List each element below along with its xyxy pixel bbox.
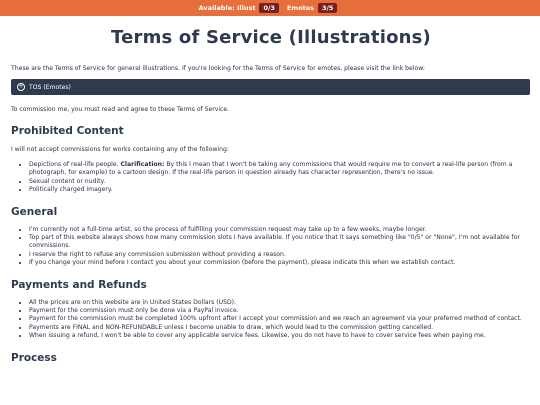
tos-emotes-label: TOS (Emotes) <box>29 83 71 91</box>
prohibited-list <box>11 161 531 195</box>
section-heading-process: Process <box>11 351 57 364</box>
page-title: Terms of Service (Illustrations) <box>111 27 431 48</box>
list-item: • Top part of this website always shows how many commission slots I have available. If you notice that it says something like "0/5" or "None", I'm not available for commissions. <box>29 234 531 251</box>
general-list <box>11 226 531 268</box>
section-heading-general: General <box>11 205 58 218</box>
emotes-slot-count: 3/5 <box>318 3 337 13</box>
list-item: • All the prices are on this website are in United States Dollars (USD). <box>29 299 531 307</box>
list-item: • Payment for the commission must only be done via a PayPal invoice. <box>29 307 531 315</box>
plus-circle-icon: + <box>18 83 24 90</box>
availability-bar <box>0 0 540 16</box>
prohibited-lead: I will not accept commissions for works containing any of the following: <box>11 146 229 153</box>
payments-list <box>11 299 531 341</box>
list-item: • Payments are FINAL and NON-REFUNDABLE unless I become unable to draw, which would lead to the commission getting cancelled. <box>29 324 531 332</box>
list-item: • I'm currently not a full-time artist, so the process of fulfilling your commission request may take up to a few weeks, maybe longer. <box>29 226 531 234</box>
list-item: • I reserve the right to refuse any commission submission without providing a reason. <box>29 251 531 259</box>
section-heading-payments: Payments and Refunds <box>11 278 147 291</box>
section-heading-prohibited: Prohibited Content <box>11 125 124 137</box>
illust-availability-label: Available: Illust <box>198 4 256 12</box>
list-item: • Depictions of real-life people. Clarification: By this I mean that I won't be taking any commissions that would require me to convert a real-life person (from a photograph, for example) to a cartoon design. If the real-life person in question already has character represention, there's no issue. <box>29 161 531 178</box>
tos-emotes-toggle[interactable] <box>11 79 530 95</box>
page-content <box>11 16 531 372</box>
intro-text: These are the Terms of Service for general illustrations. If you're looking for the Terms of Service for emotes, please visit the link below: <box>11 65 425 72</box>
list-item: • If you change your mind before I contact you about your commission (before the payment), please indicate this when we establish contact. <box>29 259 531 267</box>
illust-slot-count: 0/3 <box>259 3 278 13</box>
list-item: • Sexual content or nudity. <box>29 178 531 186</box>
list-item: • Payment for the commission must be completed 100% upfront after I accept your commission and we reach an agreement via your preferred method of contact. <box>29 315 531 323</box>
agree-text: To commission me, you must read and agree to these Terms of Service. <box>11 106 230 113</box>
list-item: • When issuing a refund, I won't be able to cover any applicable service fees. Likewise, you do not have to have to cover service fees when paying me. <box>29 332 531 340</box>
list-item: • Politically charged imagery. <box>29 186 531 194</box>
emotes-availability-label: Emotes <box>286 4 314 12</box>
